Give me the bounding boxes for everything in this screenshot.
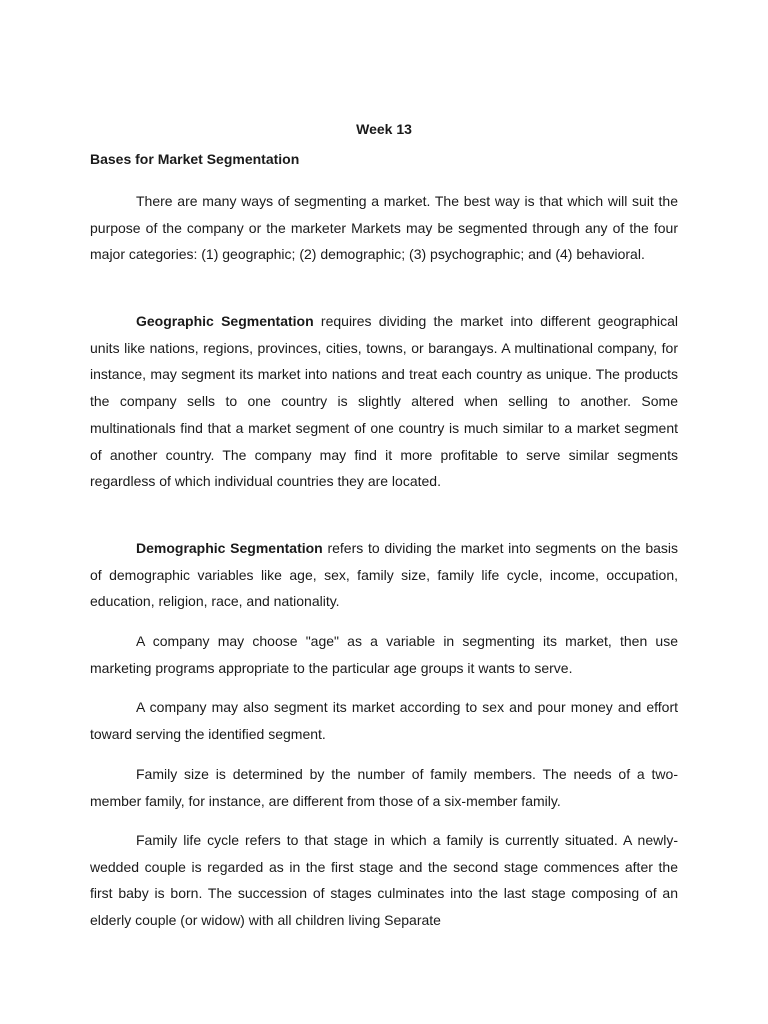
paragraph-text: requires dividing the market into different geographical units like nations, regions, provinces, cities, towns, or barangays. A multinational company, for instance, may segment its market into nations and treat each country as unique. The products the company sells to one country is slightly altered when selling to another. Some multinationals find that a market segment of one country is much similar to a market segment of another country. The company may find it more profitable to serve similar segments regardless of which individual countries they are located. — [90, 313, 678, 490]
paragraph-text: There are many ways of segmenting a market. The best way is that which will suit the purpose of the company or the marketer Markets may be segmented through any of the four major categories: (1) geographic; (2) demographic; (3) psychographic; and (4) behavioral. — [90, 193, 678, 263]
paragraph-demographic — [90, 535, 678, 615]
term-demographic-segmentation: Demographic Segmentation — [136, 540, 323, 556]
paragraph-family-size — [90, 761, 678, 814]
paragraph-geographic — [90, 308, 678, 495]
paragraph-age — [90, 628, 678, 681]
paragraph-text: refers to dividing the market into segments on the basis of demographic variables like age, sex, family size, family life cycle, income, occupation, education, religion, race, and nationality. — [90, 540, 678, 610]
paragraph-intro — [90, 188, 678, 268]
section-title: Bases for Market Segmentation — [90, 151, 300, 167]
paragraph-text: A company may also segment its market according to sex and pour money and effort toward serving the identified segment. — [90, 699, 678, 742]
paragraph-family-life-cycle — [90, 827, 678, 934]
paragraph-text: Family size is determined by the number of family members. The needs of a two-member family, for instance, are different from those of a six-member family. — [90, 766, 678, 809]
paragraph-text: A company may choose "age" as a variable in segmenting its market, then use marketing programs appropriate to the particular age groups it wants to serve. — [90, 633, 678, 676]
paragraph-sex — [90, 694, 678, 747]
term-geographic-segmentation: Geographic Segmentation — [136, 313, 314, 329]
week-heading: Week 13 — [356, 121, 412, 137]
paragraph-text: Family life cycle refers to that stage in which a family is currently situated. A newly-wedded couple is regarded as in the first stage and the second stage commences after the first baby is born. The succession of stages culminates into the last stage composing of an elderly couple (or widow) with all children living Separate — [90, 832, 678, 929]
